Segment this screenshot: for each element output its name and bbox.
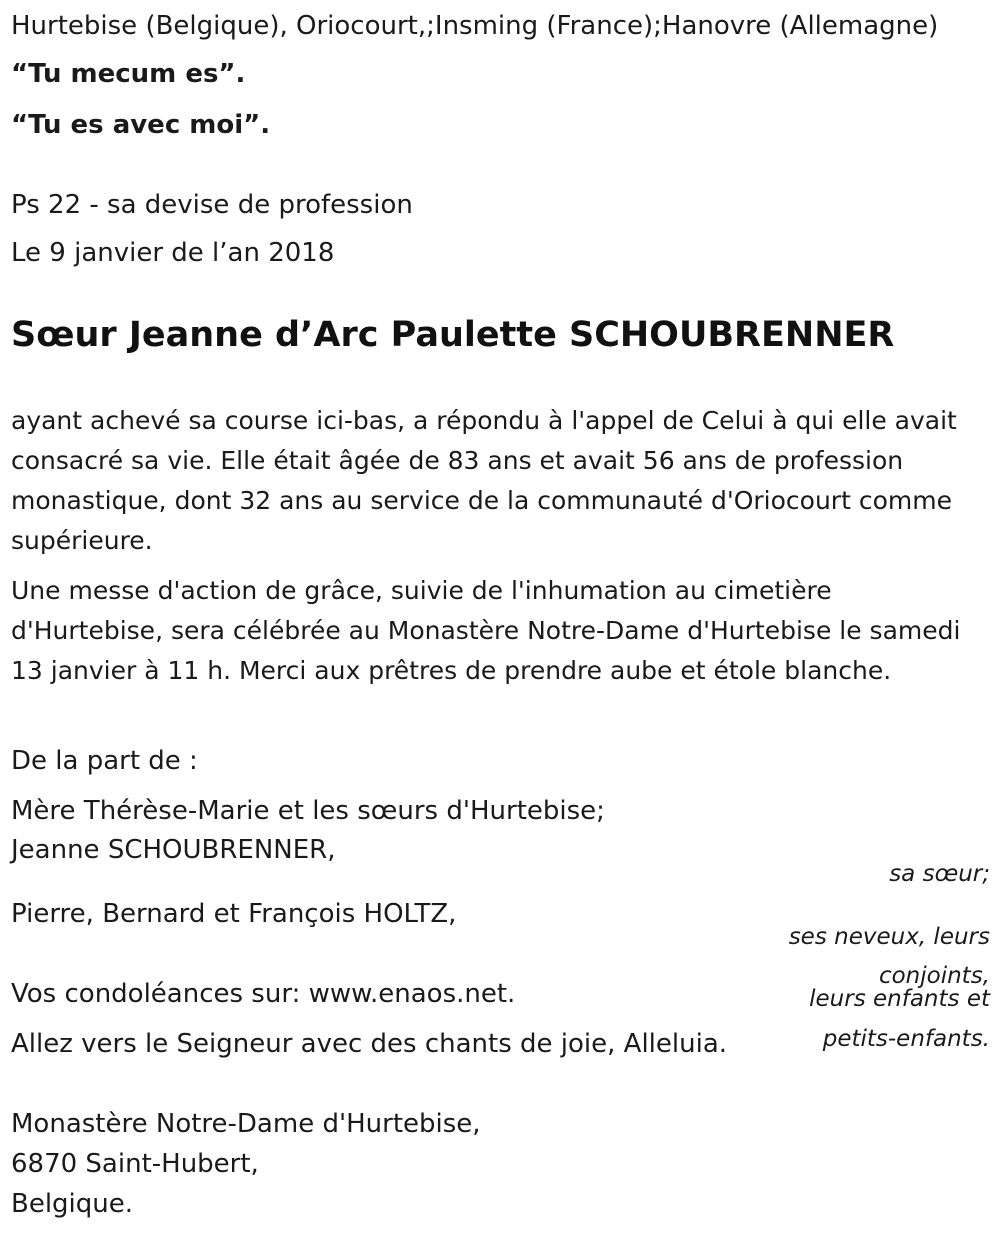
motto-french: “Tu es avec moi”.: [11, 110, 271, 140]
condolences-line: Vos condoléances sur: www.enaos.net.: [11, 979, 516, 1009]
psalm-line: Ps 22 - sa devise de profession: [11, 190, 413, 220]
address-line-1: Monastère Notre-Dame d'Hurtebise,: [11, 1109, 481, 1139]
family-line-sister: Jeanne SCHOUBRENNER,: [11, 835, 336, 865]
locations-line: Hurtebise (Belgique), Oriocourt,;Insming (France);Hanovre (Allemagne): [11, 11, 939, 41]
relation-nephews-1: ses neveux, leurs: [788, 924, 990, 950]
address-line-3: Belgique.: [11, 1189, 134, 1219]
family-line-nephews: Pierre, Bernard et François HOLTZ,: [11, 899, 457, 929]
date-line: Le 9 janvier de l’an 2018: [11, 238, 335, 268]
motto-latin: “Tu mecum es”.: [11, 59, 246, 89]
announcement-paragraph: ayant achevé sa course ici-bas, a répondu à l'appel de Celui à qui elle avait consacré sa vie. Elle était âgée de 83 ans et avait 56 ans de profession monastique, dont 32 ans au service de la communauté d'Oriocourt comme supérieure.: [11, 406, 957, 555]
address-line-2: 6870 Saint-Hubert,: [11, 1149, 259, 1179]
relation-nephews-4: petits-enfants.: [822, 1026, 990, 1052]
relation-nephews-3: leurs enfants et: [809, 986, 990, 1012]
from-label: De la part de :: [11, 746, 198, 776]
ceremony-paragraph: Une messe d'action de grâce, suivie de l'inhumation au cimetière d'Hurtebise, sera célébrée au Monastère Notre-Dame d'Hurtebise le samedi 13 janvier à 11 h. Merci aux prêtres de prendre aube et étole blanche.: [11, 576, 961, 685]
relation-nephews-2: conjoints,: [878, 963, 990, 989]
deceased-name-title: Sœur Jeanne d’Arc Paulette SCHOUBRENNER: [11, 315, 895, 355]
closing-line: Allez vers le Seigneur avec des chants de joie, Alleluia.: [11, 1029, 728, 1059]
relation-sister: sa sœur;: [889, 861, 990, 887]
family-line-community: Mère Thérèse-Marie et les sœurs d'Hurtebise;: [11, 796, 605, 826]
